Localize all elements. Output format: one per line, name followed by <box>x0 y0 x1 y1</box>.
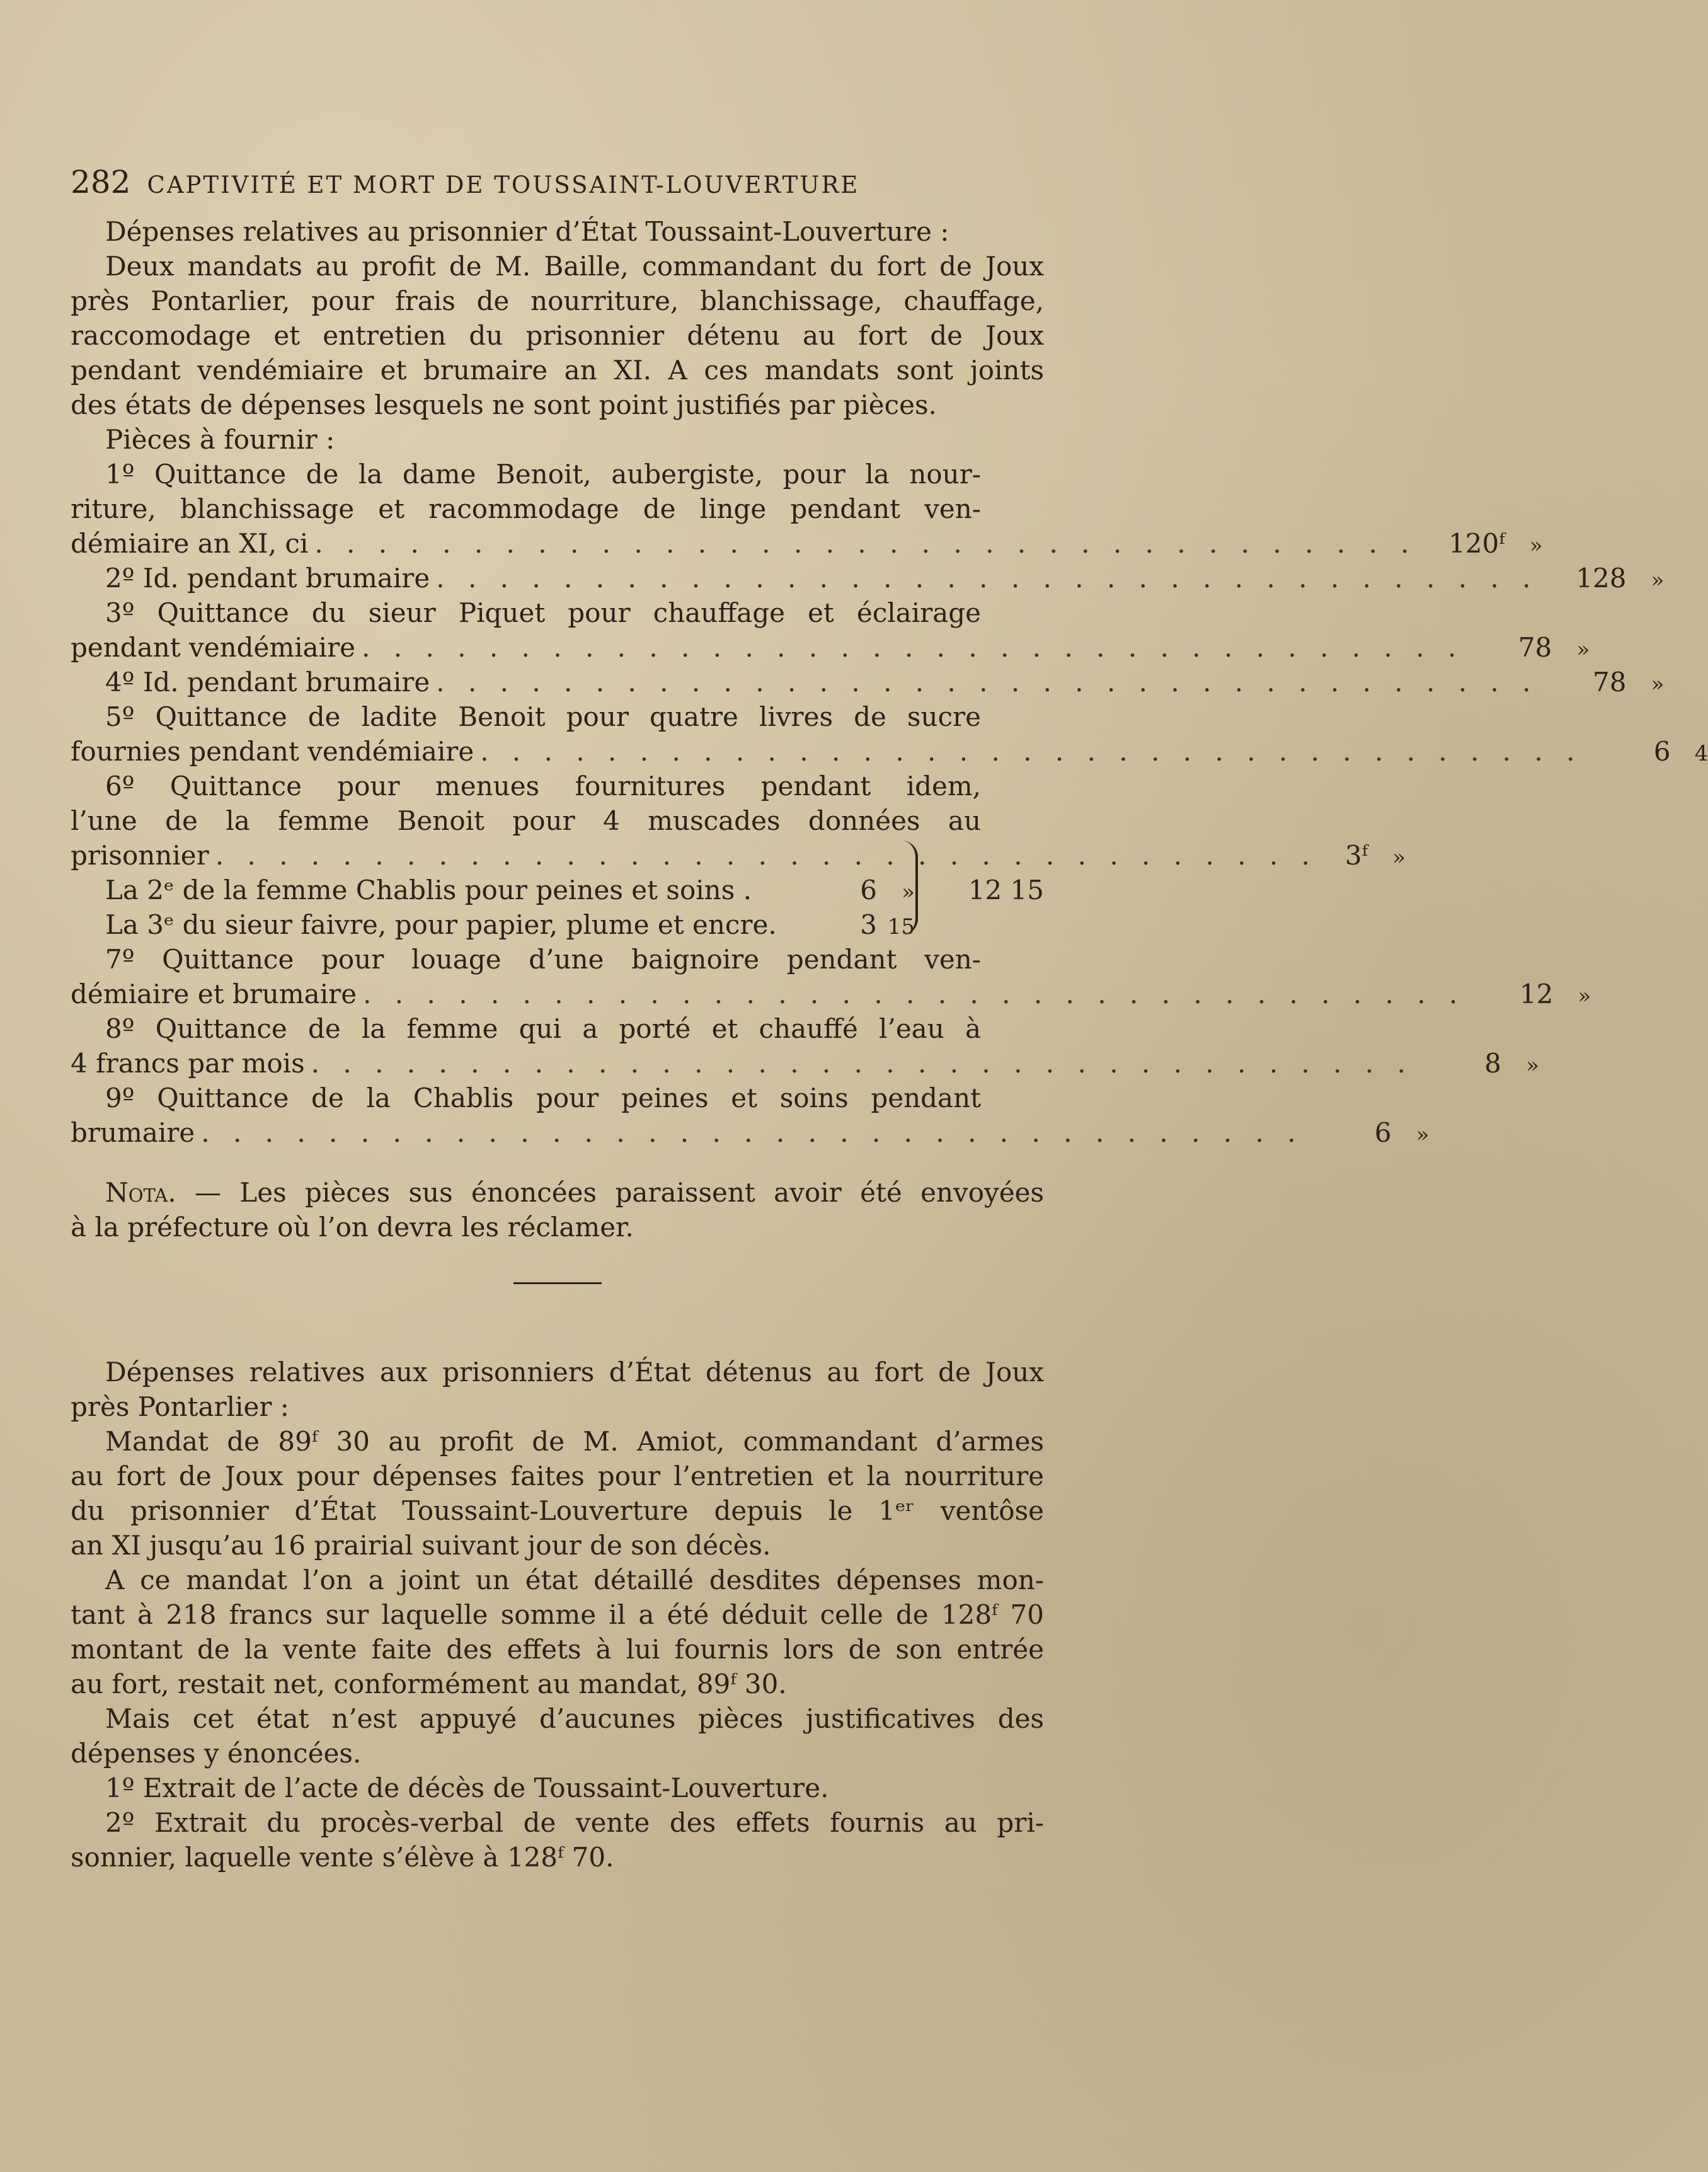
text-line: près Pontarlier, pour frais de nourriture, blanchissage, chauffage, <box>71 285 1044 316</box>
ledger-entry: 4º Id. pendant brumaire . . . . . . . . . . . . . . . . . . . . . . . . . . . . . . . . . . . 78 » <box>71 665 1044 699</box>
entry-cents: » <box>1529 533 1543 558</box>
entry-label: démiaire et brumaire <box>71 979 357 1009</box>
entry-amount: 8 <box>1484 1048 1501 1079</box>
text-line: Deux mandats au profit de M. Baille, commandant du fort de Joux <box>105 251 1044 282</box>
entry-label: pendant vendémiaire <box>71 632 356 663</box>
running-title: CAPTIVITÉ ET MORT DE TOUSSAINT-LOUVERTURE <box>147 171 860 198</box>
text-line: Dépenses relatives au prisonnier d’État Toussaint-Louverture : <box>105 216 949 247</box>
page-header <box>71 164 1044 200</box>
text-line: 1º Quittance de la dame Benoit, aubergiste, pour la nour- <box>105 459 981 490</box>
entry-amount: 128 <box>1576 563 1627 594</box>
entry-label: La 3ᵉ du sieur faivre, pour papier, plume et encre. <box>105 909 777 940</box>
text-line: à la préfecture où l’on devra les réclamer. <box>71 1212 634 1243</box>
entry-label: La 2ᵉ de la femme Chablis pour peines et soins . <box>105 875 752 905</box>
text-line: 5º Quittance de ladite Benoit pour quatre livres de sucre <box>105 701 981 732</box>
nota-line: Nota. — Les pièces sus énoncées paraissent avoir été envoyées <box>105 1177 1045 1208</box>
entry-amount: 120ᶠ <box>1448 528 1505 559</box>
section-divider <box>513 1282 602 1284</box>
entry-label: démiaire an XI, ci <box>71 528 309 559</box>
text-line: 1º Extrait de l’acte de décès de Toussaint-Louverture. <box>105 1773 829 1803</box>
entry-cents: » <box>1651 672 1665 697</box>
text-line: Pièces à fournir : <box>105 424 335 455</box>
ledger-entry: pendant vendémiaire . . . . . . . . . . . . . . . . . . . . . . . . . . . . . . . . . . . 78 » <box>71 630 1044 665</box>
entry-cents: » <box>1651 568 1665 593</box>
entry-cents: 15 <box>887 914 915 939</box>
book-page <box>71 164 1708 1875</box>
text-line: A ce mandat l’on a joint un état détaillé desdites dépenses mon- <box>105 1565 1044 1595</box>
entry-amount: 3 <box>860 909 877 940</box>
section-toussaint-expenses <box>71 214 1708 1244</box>
ledger-sub-entry <box>71 873 915 907</box>
text-line: 9º Quittance de la Chablis pour peines et soins pendant <box>105 1083 981 1113</box>
entry-label: prisonnier <box>71 840 209 871</box>
ledger-sub-entry <box>71 907 915 942</box>
ledger-entry: démiaire an XI, ci . . . . . . . . . . . . . . . . . . . . . . . . . . . . . . . . . . . 120ᶠ » <box>71 526 1044 561</box>
text-line: des états de dépenses lesquels ne sont point justifiés par pièces. <box>71 389 937 420</box>
text-line: au fort de Joux pour dépenses faites pour l’entretien et la nourriture <box>71 1461 1044 1491</box>
entry-label: 4º Id. pendant brumaire <box>105 667 430 698</box>
entry-cents: » <box>1526 1053 1539 1078</box>
entry-label: 4 francs par mois <box>71 1048 305 1079</box>
entry-cents: » <box>1578 984 1591 1009</box>
entry-label: 2º Id. pendant brumaire <box>105 563 430 594</box>
section-prisoners-expenses <box>71 1355 1044 1875</box>
text-line: Dépenses relatives aux prisonniers d’État détenus au fort de Joux <box>105 1357 1044 1388</box>
text-line: an XI jusqu’au 16 prairial suivant jour de son décès. <box>71 1530 771 1561</box>
ledger-entry: fournies pendant vendémiaire . . . . . . . . . . . . . . . . . . . . . . . . . . . . . . . . . . . 6 4 <box>71 734 1044 769</box>
entry-cents: » <box>902 880 915 905</box>
text-line: raccomodage et entretien du prisonnier détenu au fort de Joux <box>71 320 1044 351</box>
page-number: 282 <box>71 164 131 200</box>
ledger-entry: brumaire . . . . . . . . . . . . . . . . . . . . . . . . . . . . . . . . . . . 6 » <box>71 1115 1044 1150</box>
entry-amount: 6 <box>1374 1117 1392 1148</box>
entry-cents: » <box>1416 1122 1430 1147</box>
text-line: l’une de la femme Benoit pour 4 muscades données au <box>71 805 981 836</box>
text-line: près Pontarlier : <box>71 1391 289 1422</box>
group-total: 12 15 <box>968 875 1044 905</box>
brace <box>902 841 918 935</box>
text-line: riture, blanchissage et racommodage de linge pendant ven- <box>71 493 981 524</box>
entry-amount: 6 <box>860 875 877 905</box>
ledger-entry: démiaire et brumaire . . . . . . . . . . . . . . . . . . . . . . . . . . . . . . . . . . . 12 » <box>71 977 1044 1011</box>
text-line: 3º Quittance du sieur Piquet pour chauffage et éclairage <box>105 597 981 628</box>
ledger-entry: 4 francs par mois . . . . . . . . . . . . . . . . . . . . . . . . . . . . . . . . . . . 8 » <box>71 1046 1044 1081</box>
text-line: 8º Quittance de la femme qui a porté et chauffé l’eau à <box>105 1013 981 1044</box>
text-line: pendant vendémiaire et brumaire an XI. A ces mandats sont joints <box>71 355 1044 386</box>
text-line: montant de la vente faite des effets à lui fournis lors de son entrée <box>71 1634 1044 1665</box>
ledger-entry: 2º Id. pendant brumaire . . . . . . . . . . . . . . . . . . . . . . . . . . . . . . . . . . . 128 » <box>71 561 1044 595</box>
entry-amount: 12 <box>1519 979 1554 1009</box>
entry-amount: 6 <box>1653 736 1671 767</box>
text-line: 2º Extrait du procès-verbal de vente des effets fournis au pri- <box>105 1807 1044 1838</box>
entry-cents: 4 <box>1694 741 1708 766</box>
entry-cents: » <box>1576 637 1590 662</box>
text-line: Mais cet état n’est appuyé d’aucunes pièces justificatives des <box>105 1703 1044 1734</box>
text-line: Mandat de 89ᶠ 30 au profit de M. Amiot, commandant d’armes <box>105 1426 1044 1457</box>
text-line: 7º Quittance pour louage d’une baignoire pendant ven- <box>105 944 981 975</box>
entry-amount: 3ᶠ <box>1344 840 1368 871</box>
entry-label: brumaire <box>71 1117 195 1148</box>
text-line: au fort, restait net, conformément au mandat, 89ᶠ 30. <box>71 1669 787 1699</box>
entry-amount: 78 <box>1518 632 1552 663</box>
text-line: dépenses y énoncées. <box>71 1738 362 1769</box>
entry-cents: » <box>1392 845 1406 870</box>
ledger-sub-entry: prisonnier . . . . . . . . . . . . . . . . . . . . . . . . . . . . . . . . . . . 3ᶠ » <box>71 838 915 873</box>
text-line: sonnier, laquelle vente s’élève à 128ᶠ 70. <box>71 1842 614 1873</box>
text-line: 6º Quittance pour menues fournitures pendant idem, <box>105 771 981 802</box>
text-line: du prisonnier d’État Toussaint-Louverture depuis le 1ᵉʳ ventôse <box>71 1495 1044 1526</box>
entry-amount: 78 <box>1593 667 1627 698</box>
text-line: tant à 218 francs sur laquelle somme il a été déduit celle de 128ᶠ 70 <box>71 1599 1044 1630</box>
grouped-entries <box>71 838 1406 942</box>
nota-label: Nota. <box>105 1177 176 1208</box>
entry-label: fournies pendant vendémiaire <box>71 736 474 767</box>
